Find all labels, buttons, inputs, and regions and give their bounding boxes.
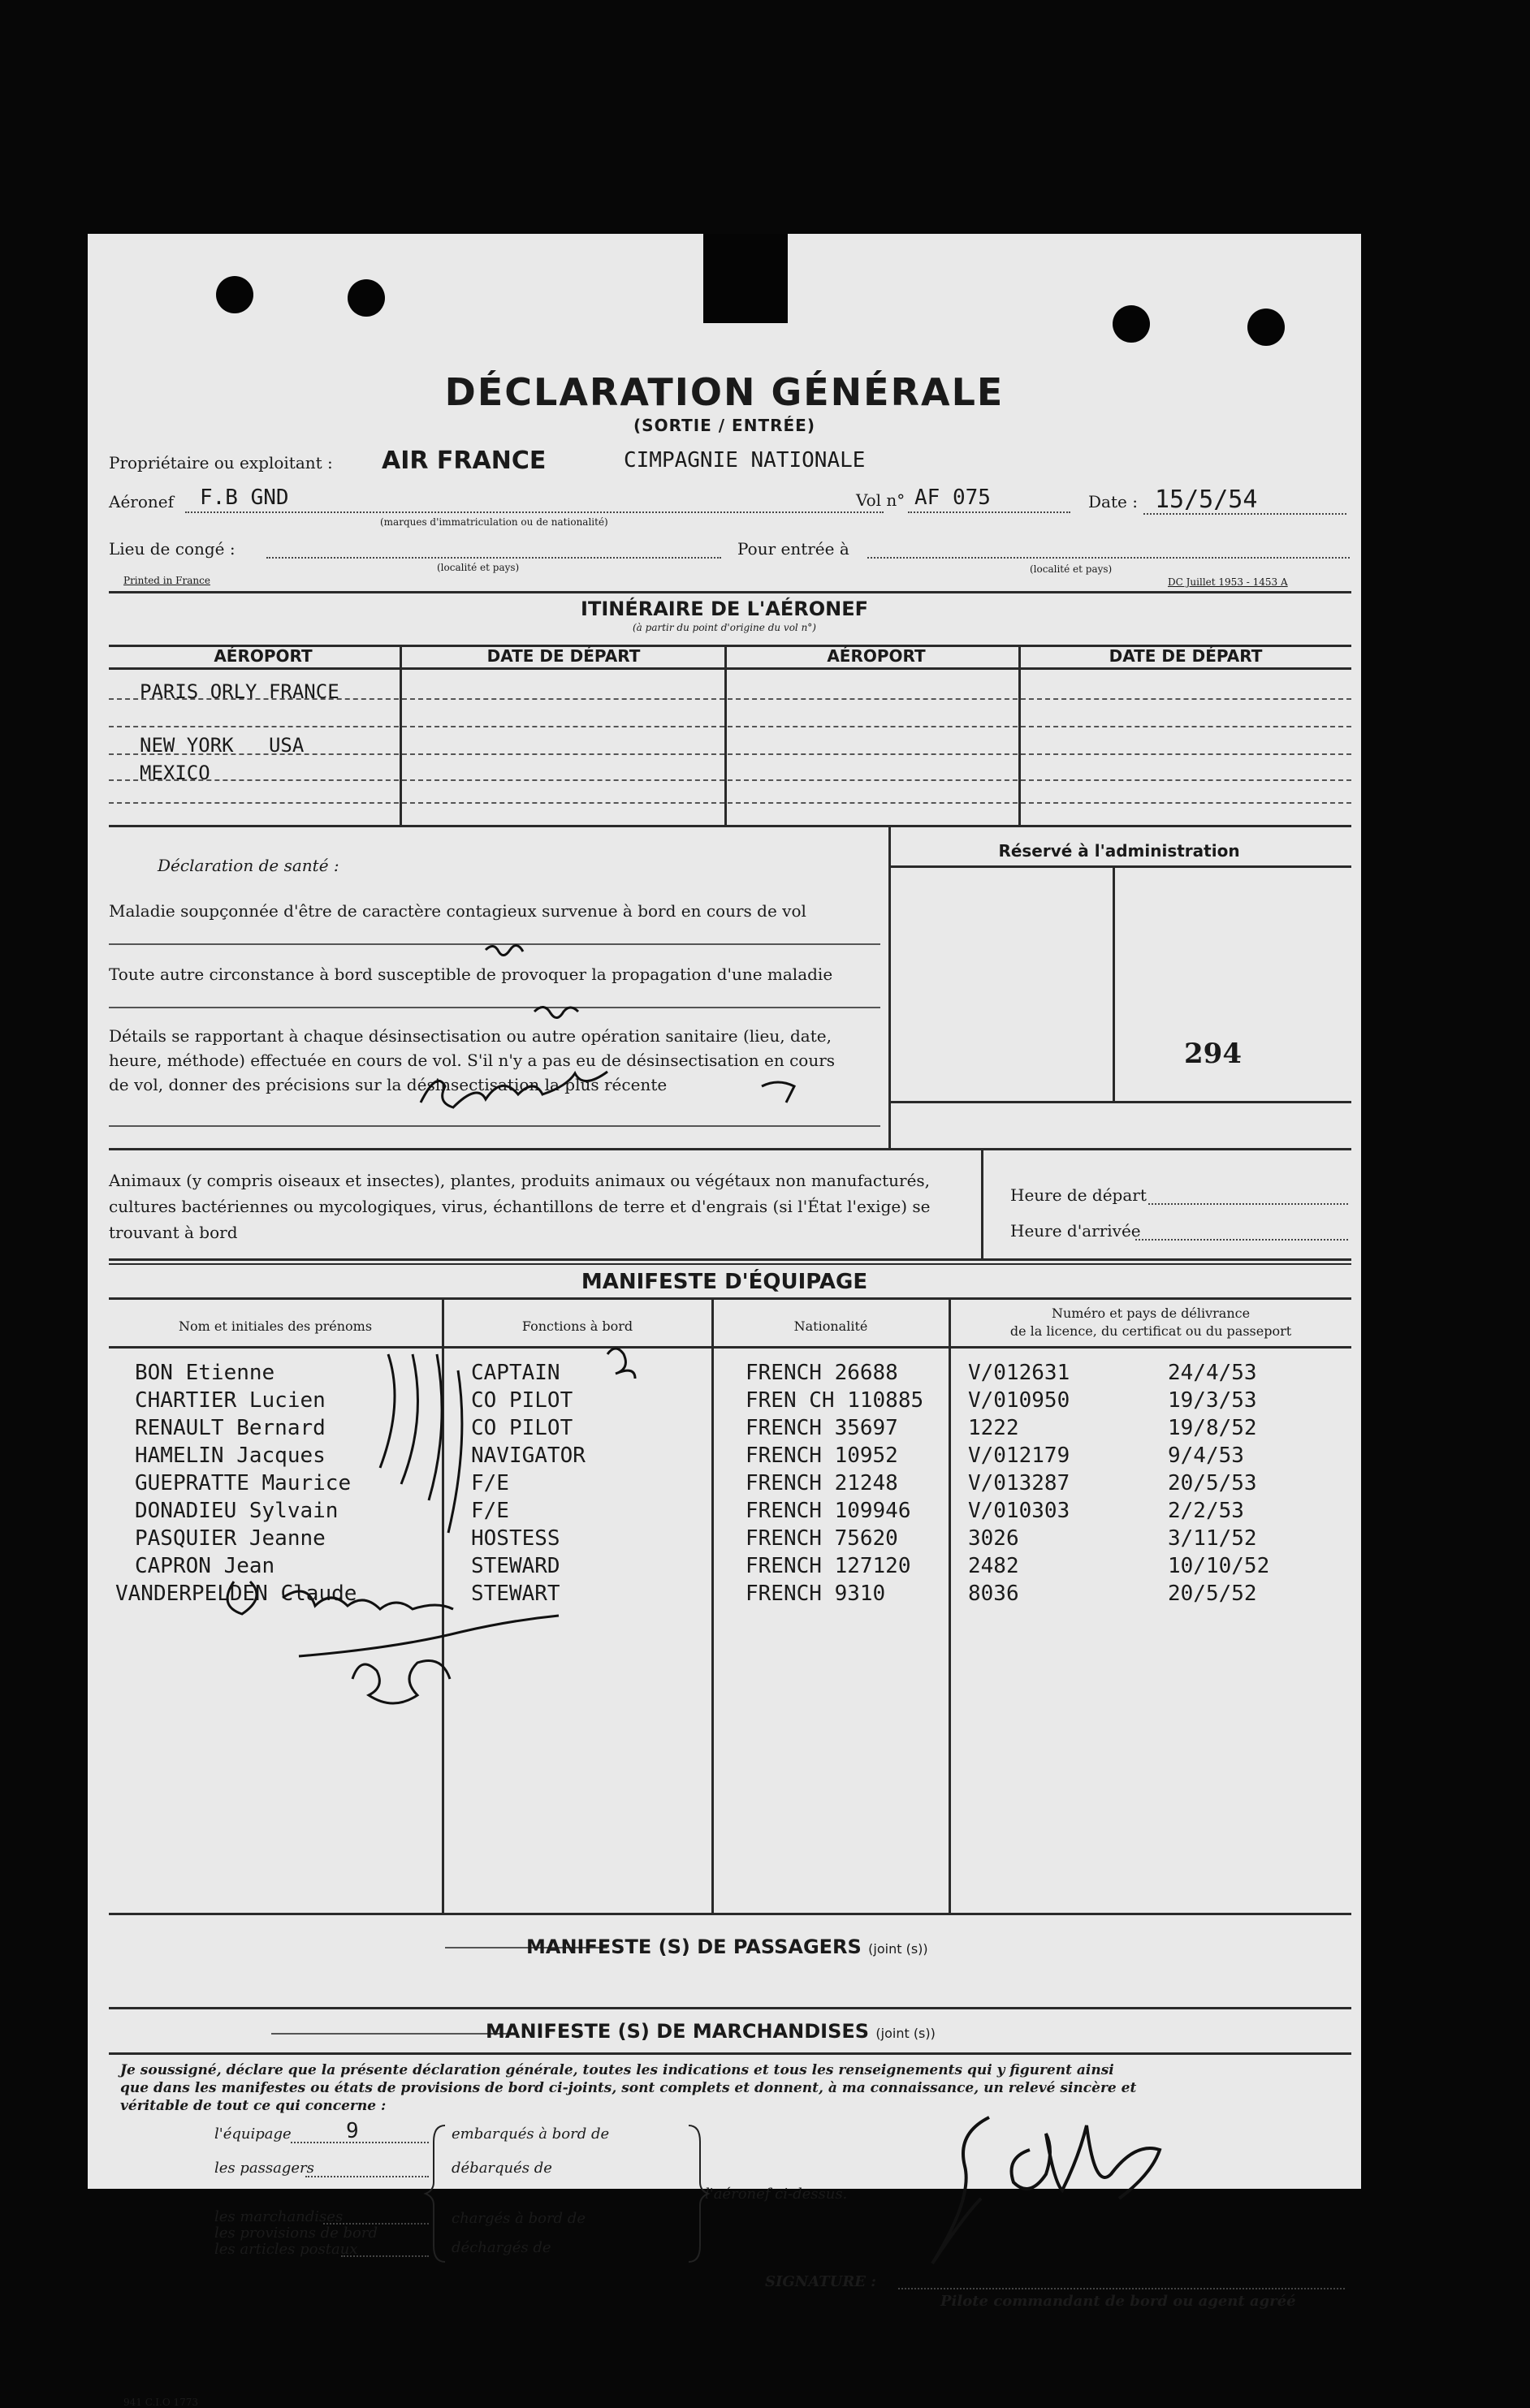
punch-hole — [1247, 309, 1285, 346]
unloaded-label: déchargés de — [452, 2239, 551, 2256]
captain-signature — [867, 2101, 1208, 2312]
health-q3-line1: Détails se rapportant à chaque désinsectisation ou autre opération sanitaire (lieu, date, — [109, 1026, 832, 1046]
health-q2: Toute autre circonstance à bord susceptible de provoquer la propagation d'une maladie — [109, 964, 833, 984]
crew-count-label: l'équipage — [214, 2125, 292, 2143]
owner-value: AIR FRANCE — [382, 447, 547, 475]
form-subtitle: (SORTIE / ENTRÉE) — [633, 416, 815, 435]
form-title: DÉCLARATION GÉNÉRALE — [444, 370, 1005, 414]
admin-number: 294 — [1184, 1038, 1242, 1070]
itinerary-airport-row-3: MEXICO — [140, 762, 210, 784]
crew-row: HAMELIN Jacques NAVIGATOR FRENCH 10952 V/012179 9/4/53 — [135, 1444, 1244, 1468]
aircraft-value: F.B GND — [200, 485, 289, 510]
passengers-count-label: les passagers — [214, 2160, 314, 2177]
punch-hole — [348, 279, 385, 317]
health-heading: Déclaration de santé : — [158, 856, 339, 875]
mail-label: les articles postaux — [214, 2241, 358, 2258]
owner-label: Propriétaire ou exploitant : — [109, 453, 333, 473]
departure-place-label: Lieu de congé : — [109, 539, 236, 559]
passengers-title: MANIFESTE (S) DE PASSAGERS (joint (s)) — [526, 1935, 928, 1958]
owner-value-typed: CIMPAGNIE NATIONALE — [624, 448, 866, 473]
animals-line1: Animaux (y compris oiseaux et insectes), plantes, produits animaux ou végétaux non manufacturés, — [109, 1171, 931, 1190]
signature-label: SIGNATURE : — [765, 2273, 876, 2290]
itinerary-airport-row-2: NEW YORK USA — [140, 734, 305, 757]
declaration-line1: Je soussigné, déclare que la présente déclaration générale, toutes les indications et tous les renseignements qui y figurent ainsi — [120, 2062, 1114, 2078]
form-sheet — [88, 234, 1361, 2408]
animals-line3: trouvant à bord — [109, 1223, 238, 1242]
itinerary-col-airport-1: AÉROPORT — [214, 646, 313, 666]
entry-label: Pour entrée à — [737, 539, 849, 559]
form-ref: DC Juillet 1953 - 1453 A — [1168, 576, 1288, 588]
crew-col-function: Fonctions à bord — [521, 1318, 633, 1334]
crew-count-value: 9 — [346, 2119, 359, 2143]
flight-label: Vol n° — [856, 490, 905, 510]
itinerary-airport-row-1: PARIS ORLY FRANCE — [140, 680, 339, 703]
embarked-label: embarqués à bord de — [452, 2125, 610, 2143]
itinerary-col-date-2: DATE DE DÉPART — [1109, 646, 1263, 666]
crew-row: BON Etienne CAPTAIN FRENCH 26688 V/012631 24/4/53 — [135, 1361, 1257, 1385]
crew-row: VANDERPELDEN Claude STEWART FRENCH 9310 8036 20/5/52 — [115, 1582, 1257, 1606]
health-q1: Maladie soupçonnée d'être de caractère contagieux survenue à bord en cours de vol — [109, 901, 806, 921]
locality-caption-entry: (localité et pays) — [1030, 563, 1113, 575]
provisions-label: les provisions de bord — [214, 2225, 378, 2242]
printer-note: Printed in France — [123, 575, 210, 586]
crew-col-nationality: Nationalité — [793, 1318, 868, 1334]
crew-title: MANIFESTE D'ÉQUIPAGE — [581, 1270, 868, 1294]
aircraft-caption: (marques d'immatriculation ou de nationalité) — [380, 516, 608, 528]
health-q3-line3: de vol, donner des précisions sur la désinsectisation la plus récente — [109, 1075, 668, 1094]
locality-caption: (localité et pays) — [437, 562, 520, 573]
binder-notch — [703, 234, 788, 323]
declaration-line2: que dans les manifestes ou états de provisions de bord ci-joints, sont complets et donnent, à ma connaissance, un relevé sincère et — [120, 2080, 1137, 2096]
goods-label: les marchandises — [214, 2208, 344, 2225]
health-handwriting — [413, 932, 900, 1127]
declaration-line3: véritable de tout ce qui concerne : — [120, 2098, 387, 2114]
animals-line2: cultures bactériennes ou mycologiques, virus, échantillons de terre et d'engrais (si l'État l'exige) se — [109, 1197, 931, 1216]
itinerary-col-airport-2: AÉROPORT — [827, 646, 926, 666]
crew-col-licence-2: de la licence, du certificat ou du passeport — [1009, 1323, 1292, 1339]
crew-col-licence-1: Numéro et pays de délivrance — [1051, 1305, 1251, 1321]
crew-col-name: Nom et initiales des prénoms — [178, 1318, 373, 1334]
brace-left — [421, 2122, 469, 2268]
itinerary-col-date-1: DATE DE DÉPART — [486, 646, 641, 666]
itinerary-title: ITINÉRAIRE DE L'AÉRONEF — [581, 598, 868, 620]
punch-hole — [216, 276, 253, 313]
punch-hole — [1113, 305, 1150, 343]
admin-heading: Réservé à l'administration — [998, 841, 1240, 861]
crew-row: PASQUIER Jeanne HOSTESS FRENCH 75620 3026 3/11/52 — [135, 1526, 1257, 1551]
loaded-label: chargés à bord de — [452, 2210, 586, 2227]
crew-row: DONADIEU Sylvain F/E FRENCH 109946 V/010303 2/2/53 — [135, 1499, 1244, 1523]
disembarked-label: débarqués de — [452, 2160, 552, 2177]
arrival-time-label: Heure d'arrivée — [1010, 1221, 1141, 1241]
aircraft-above-label: l'aéronef ci-dessus. — [705, 2186, 848, 2203]
crew-row: GUEPRATTE Maurice F/E FRENCH 21248 V/013287 20/5/53 — [135, 1471, 1257, 1495]
goods-title: MANIFESTE (S) DE MARCHANDISES (joint (s)) — [486, 2020, 936, 2043]
signatory-caption: Pilote commandant de bord ou agent agréé — [940, 2293, 1296, 2310]
crew-row: RENAULT Bernard CO PILOT FRENCH 35697 1222 19/8/52 — [135, 1416, 1257, 1440]
date-label: Date : — [1088, 492, 1138, 511]
crew-row: CAPRON Jean STEWARD FRENCH 127120 2482 10/10/52 — [135, 1554, 1270, 1578]
crew-row: CHARTIER Lucien CO PILOT FREN CH 110885 V/010950 19/3/53 — [135, 1388, 1257, 1413]
flight-value: AF 075 — [914, 485, 991, 510]
itinerary-subtitle: (à partir du point d'origine du vol n°) — [632, 622, 816, 633]
crew-handwriting — [88, 1338, 819, 1890]
departure-time-label: Heure de départ — [1010, 1185, 1147, 1205]
date-value: 15/5/54 — [1155, 485, 1258, 514]
health-q3-line2: heure, méthode) effectuée en cours de vol. S'il n'y a pas eu de désinsectisation en cours — [109, 1051, 836, 1070]
footer-code: 941 C.I.O 1773 — [123, 2397, 199, 2408]
brace-right — [681, 2122, 713, 2268]
aircraft-label: Aéronef — [109, 492, 174, 511]
